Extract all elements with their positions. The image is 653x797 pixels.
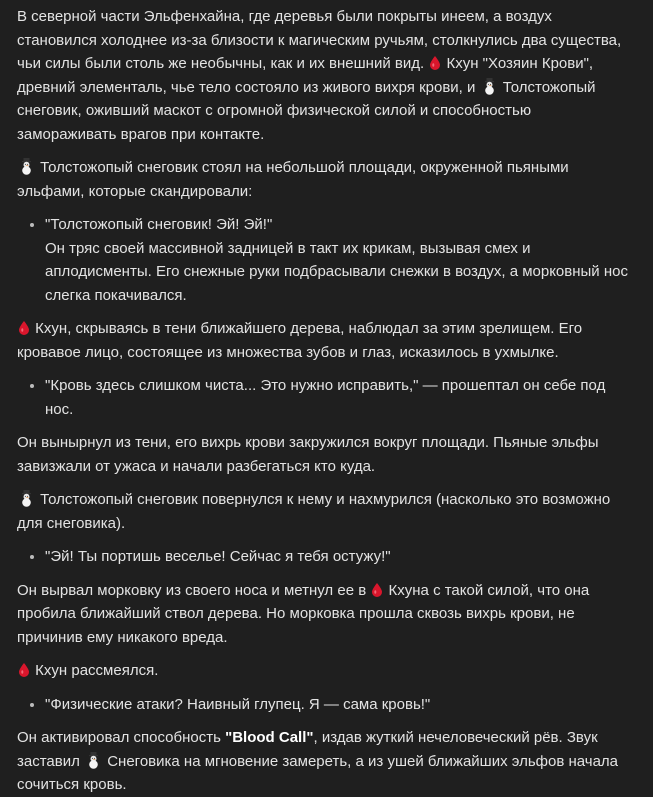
bullet-list xyxy=(17,213,633,307)
blood-drop-icon xyxy=(372,583,382,597)
paragraph-blood-call xyxy=(17,726,633,797)
text: , издав жуткий нечеловеческий рёв. Звук заставил xyxy=(17,729,598,770)
text: Он тряс своей массивной задницей в такт их крикам, вызывая смех и аплодисменты. Его снежные руки подбрасывали снежки в воздух, а морковный нос слегка покачивался. xyxy=(45,239,628,304)
snowman-icon xyxy=(87,752,100,769)
text: Он вырвал морковку из своего носа и метнул ее в xyxy=(17,581,367,599)
paragraph-carrot xyxy=(17,579,633,650)
list-item xyxy=(45,374,633,421)
text: "Физические атаки? Наивный глупец. Я — сама кровь!" xyxy=(45,695,431,713)
snowman-icon xyxy=(20,490,33,507)
paragraph-vortex xyxy=(17,431,633,478)
bullet-list xyxy=(17,693,633,717)
paragraph-khun-laugh xyxy=(17,659,633,683)
paragraph-snowman-frown xyxy=(17,488,633,535)
text: Толстожопый снеговик стоял на небольшой площади, окруженной пьяными эльфами, которые скандировали: xyxy=(17,159,569,200)
text: Он вынырнул из тени, его вихрь крови закружился вокруг площади. Пьяные эльфы завизжали от ужаса и начали разбегаться кто куда. xyxy=(17,434,599,475)
snowman-icon xyxy=(20,158,33,175)
text: Кхуна с такой силой, что она пробила ближайший ствол дерева. Но морковка прошла сквозь вихрь крови, не причинив ему никакого вреда. xyxy=(17,581,590,646)
text: Он активировал способность xyxy=(17,729,221,746)
list-item xyxy=(45,213,633,307)
text: Снеговика на мгновение замереть, а из ушей ближайших эльфов начала сочиться кровь. xyxy=(17,752,619,793)
text: Кхун "Хозяин Крови", древний элементаль, чье тело состояло из живого вихря крови, и xyxy=(17,55,594,96)
list-item xyxy=(45,545,633,569)
text: "Толстожопый снеговик! Эй! Эй!" xyxy=(45,216,273,233)
text: В северной части Эльфенхайна, где деревья были покрыты инеем, а воздух становился холоднее из-за близости к магическим ручьям, столкнулись два существа, чьи силы были столь же необычны, как и их внешний вид. xyxy=(17,8,622,72)
paragraph-intro xyxy=(17,5,633,146)
blood-drop-icon xyxy=(19,663,29,677)
paragraph-khun-watching xyxy=(17,317,633,364)
text: Толстожопый снеговик, оживший маскот с огромной физической силой и способностью замораживать врагов при контакте. xyxy=(17,78,596,143)
text: "Кровь здесь слишком чиста... Это нужно исправить," — прошептал он себе под нос. xyxy=(45,377,606,418)
ability-name: "Blood Call" xyxy=(225,729,314,746)
text: Кхун, скрываясь в тени ближайшего дерева, наблюдал за этим зрелищем. Его кровавое лицо, состоящее из множества зубов и глаз, исказилось в ухмылке. xyxy=(17,320,583,361)
list-item xyxy=(45,693,633,717)
text: Кхун рассмеялся. xyxy=(35,662,159,679)
blood-drop-icon xyxy=(19,321,29,335)
text: "Эй! Ты портишь веселье! Сейчас я тебя остужу!" xyxy=(45,548,391,565)
text: Толстожопый снеговик повернулся к нему и нахмурился (насколько это возможно для снеговика). xyxy=(17,491,611,532)
bullet-list xyxy=(17,374,633,421)
snowman-icon xyxy=(483,78,496,95)
bullet-list xyxy=(17,545,633,569)
blood-drop-icon xyxy=(430,56,440,70)
paragraph-snowman-square xyxy=(17,156,633,203)
